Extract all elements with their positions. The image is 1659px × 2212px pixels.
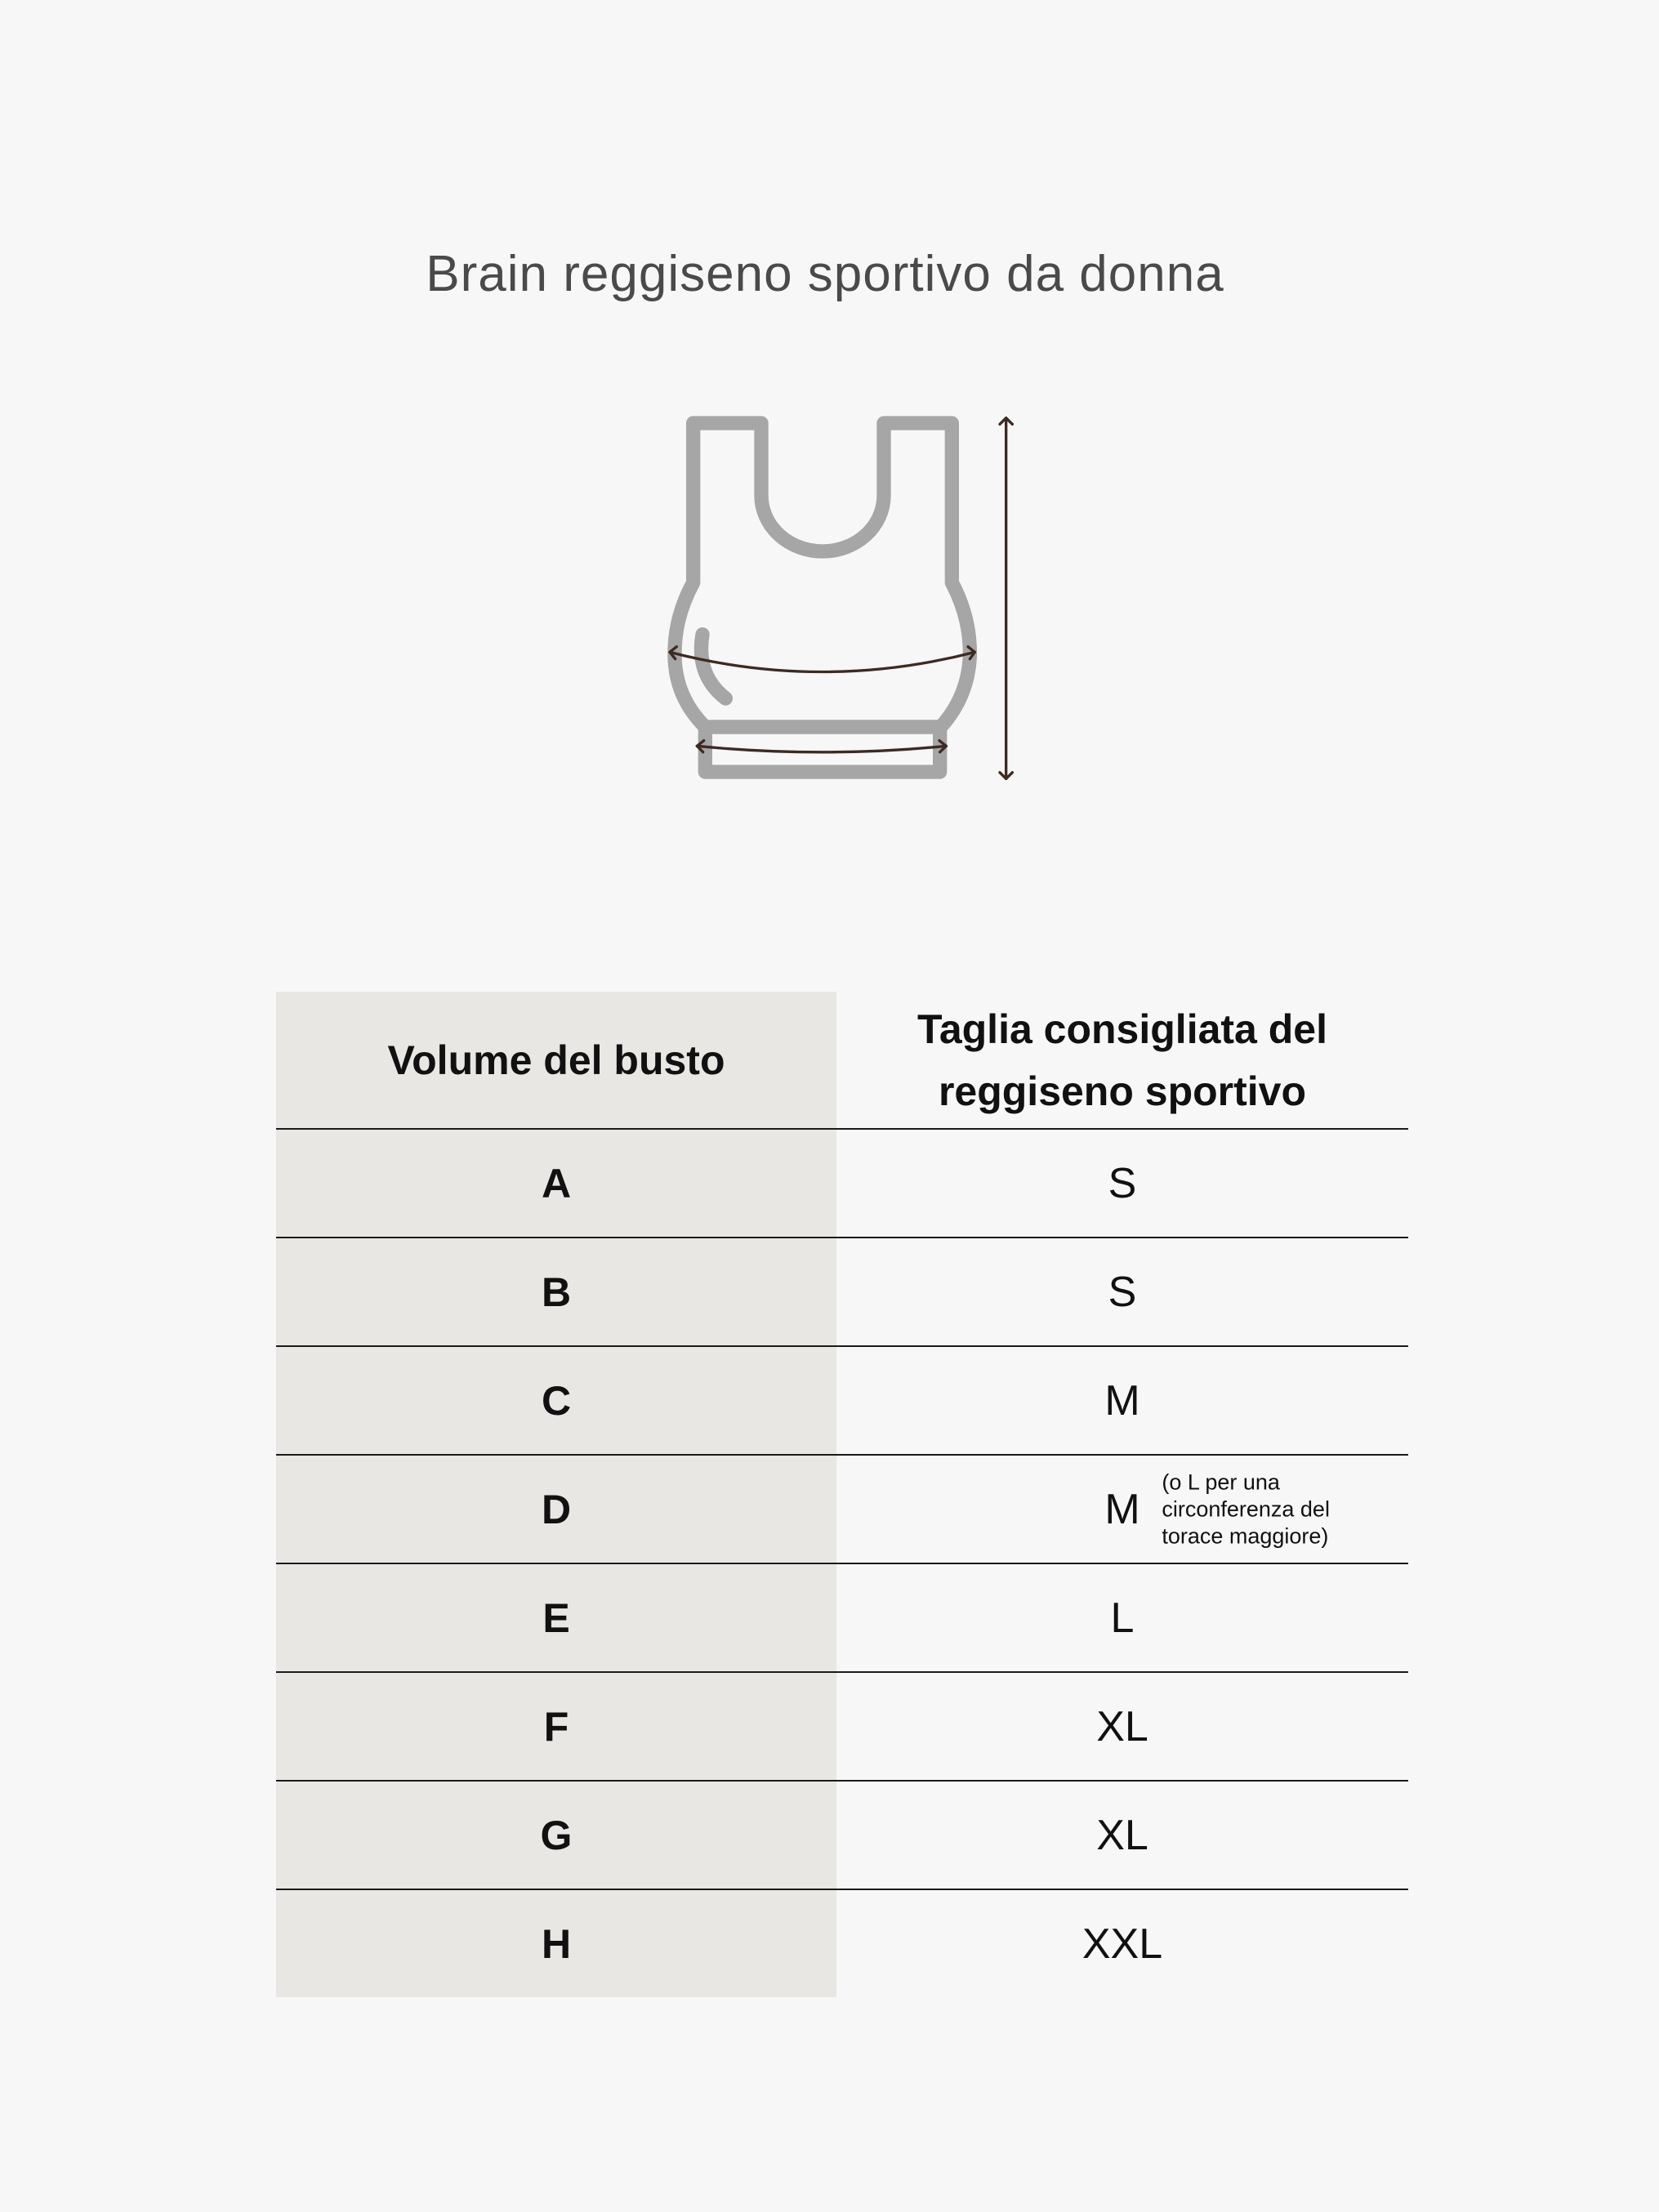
sports-bra-outline [675,423,970,772]
cup-cell: D [276,1455,836,1563]
table-row [276,1455,1408,1563]
size-table [276,992,1408,1997]
note-line: circonferenza del [1162,1496,1330,1521]
cup-cell: F [276,1672,836,1781]
header-line: Taglia consigliata del [917,1006,1327,1052]
table-row [276,1238,1408,1346]
cup-cell: H [276,1889,836,1997]
cup-cell: C [276,1346,836,1455]
table-row [276,1563,1408,1672]
size-cell: M [836,1346,1408,1455]
header-line: reggiseno sportivo [938,1068,1307,1114]
header-bust-volume: Volume del busto [276,992,836,1129]
table-row [276,1781,1408,1889]
sports-bra-measurement-icon [637,392,1046,801]
size-cell: L [836,1563,1408,1672]
cup-cell: A [276,1129,836,1238]
note-line: torace maggiore) [1162,1523,1329,1548]
note-line: (o L per una [1162,1469,1280,1494]
size-cell: S [836,1238,1408,1346]
size-note [1162,1469,1407,1550]
page-title: Brain reggiseno sportivo da donna [426,246,1224,302]
cup-cell: E [276,1563,836,1672]
table-row [276,1346,1408,1455]
table-row [276,1889,1408,1997]
size-with-note [1104,1469,1330,1548]
header-recommended-size [836,992,1408,1129]
table-row [276,1672,1408,1781]
cup-cell: B [276,1238,836,1346]
size-value: M [1104,1485,1140,1533]
size-cell [836,1455,1408,1563]
size-cell: XXL [836,1889,1408,1997]
table-row [276,1129,1408,1238]
size-cell: S [1108,1159,1137,1207]
size-cell: XL [836,1672,1408,1781]
size-cell: XL [836,1781,1408,1889]
cup-cell: G [276,1781,836,1889]
